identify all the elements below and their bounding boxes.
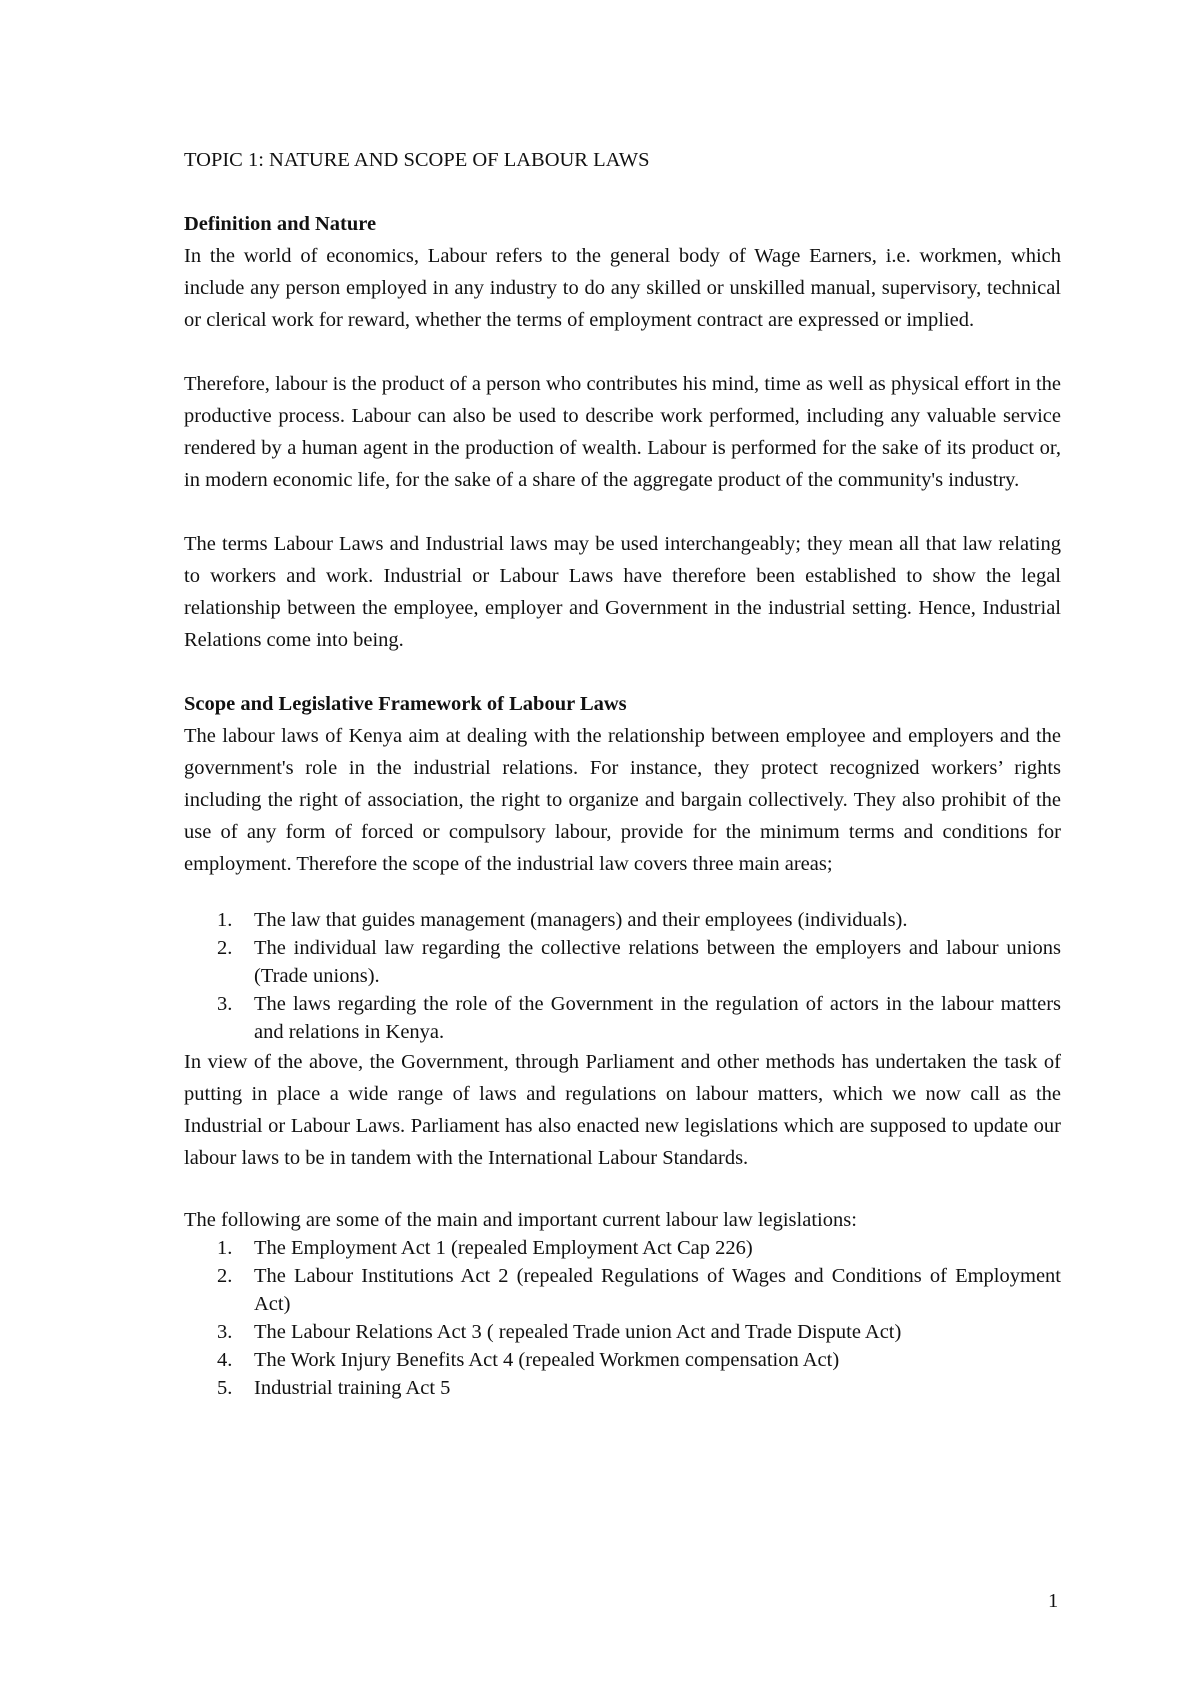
list-item bbox=[184, 990, 1061, 1046]
list-item bbox=[184, 1374, 1061, 1402]
page-number: 1 bbox=[1048, 1590, 1059, 1612]
list-item bbox=[184, 1234, 1061, 1262]
list-item-text: The Labour Relations Act 3 ( repealed Trade union Act and Trade Dispute Act) bbox=[254, 1321, 902, 1343]
list-item-text: Industrial training Act 5 bbox=[254, 1377, 451, 1399]
list-number: 4. bbox=[217, 1349, 233, 1371]
paragraph-definition: In the world of economics, Labour refers to the general body of Wage Earners, i.e. workmen, which include any person employed in any industry to do any skilled or unskilled manual, supervisory, technical or clerical work for reward, whether the terms of employment contract are expressed or implied. bbox=[184, 245, 1061, 331]
list-number: 1. bbox=[217, 1237, 233, 1259]
paragraph-government: In view of the above, the Government, through Parliament and other methods has undertaken the task of putting in place a wide range of laws and regulations on labour matters, which we now call as the Industrial or Labour Laws. Parliament has also enacted new legislations which are supposed to update our labour laws to be in tandem with the International Labour Standards. bbox=[184, 1051, 1061, 1169]
list-item bbox=[184, 934, 1061, 990]
list-number: 1. bbox=[217, 909, 233, 931]
page-content bbox=[184, 144, 1061, 1402]
list-number: 2. bbox=[217, 1265, 233, 1287]
legislations-list bbox=[184, 1234, 1061, 1402]
list-item bbox=[184, 1262, 1061, 1318]
paragraph-scope-intro: The labour laws of Kenya aim at dealing with the relationship between employee and employers and the government's role in the industrial relations. For instance, they protect recognized workers’ rights including the right of association, the right to organize and bargain collectively. They also prohibit of the use of any form of forced or compulsory labour, provide for the minimum terms and conditions for employment. Therefore the scope of the industrial law covers three main areas; bbox=[184, 725, 1061, 875]
list-item bbox=[184, 1318, 1061, 1346]
section-heading-scope: Scope and Legislative Framework of Labour Laws bbox=[184, 693, 627, 715]
list-number: 3. bbox=[217, 993, 233, 1015]
list-number: 3. bbox=[217, 1321, 233, 1343]
list-item-text: The law that guides management (managers) and their employees (individuals). bbox=[254, 909, 908, 931]
list-item-text: The Employment Act 1 (repealed Employment Act Cap 226) bbox=[254, 1237, 753, 1259]
list-item bbox=[184, 1346, 1061, 1374]
list-item-text: The Labour Institutions Act 2 (repealed Regulations of Wages and Conditions of Employment Act) bbox=[254, 1265, 1061, 1315]
list-number: 5. bbox=[217, 1377, 233, 1399]
list-item-text: The Work Injury Benefits Act 4 (repealed Workmen compensation Act) bbox=[254, 1349, 840, 1371]
paragraph-terms: The terms Labour Laws and Industrial laws may be used interchangeably; they mean all that law relating to workers and work. Industrial or Labour Laws have therefore been established to show the legal relationship between the employee, employer and Government in the industrial setting. Hence, Industrial Relations come into being. bbox=[184, 533, 1061, 651]
paragraph-legislation-intro: The following are some of the main and important current labour law legislations: bbox=[184, 1209, 857, 1231]
list-number: 2. bbox=[217, 937, 233, 959]
document-title: TOPIC 1: NATURE AND SCOPE OF LABOUR LAWS bbox=[184, 149, 650, 171]
section-heading-definition: Definition and Nature bbox=[184, 213, 377, 235]
list-item-text: The individual law regarding the collective relations between the employers and labour unions (Trade unions). bbox=[254, 937, 1061, 987]
list-item-text: The laws regarding the role of the Government in the regulation of actors in the labour matters and relations in Kenya. bbox=[254, 993, 1061, 1043]
paragraph-labour-product: Therefore, labour is the product of a person who contributes his mind, time as well as physical effort in the productive process. Labour can also be used to describe work performed, including any valuable service rendered by a human agent in the production of wealth. Labour is performed for the sake of its product or, in modern economic life, for the sake of a share of the aggregate product of the community's industry. bbox=[184, 373, 1061, 491]
list-item bbox=[184, 906, 1061, 934]
areas-list bbox=[184, 906, 1061, 1046]
